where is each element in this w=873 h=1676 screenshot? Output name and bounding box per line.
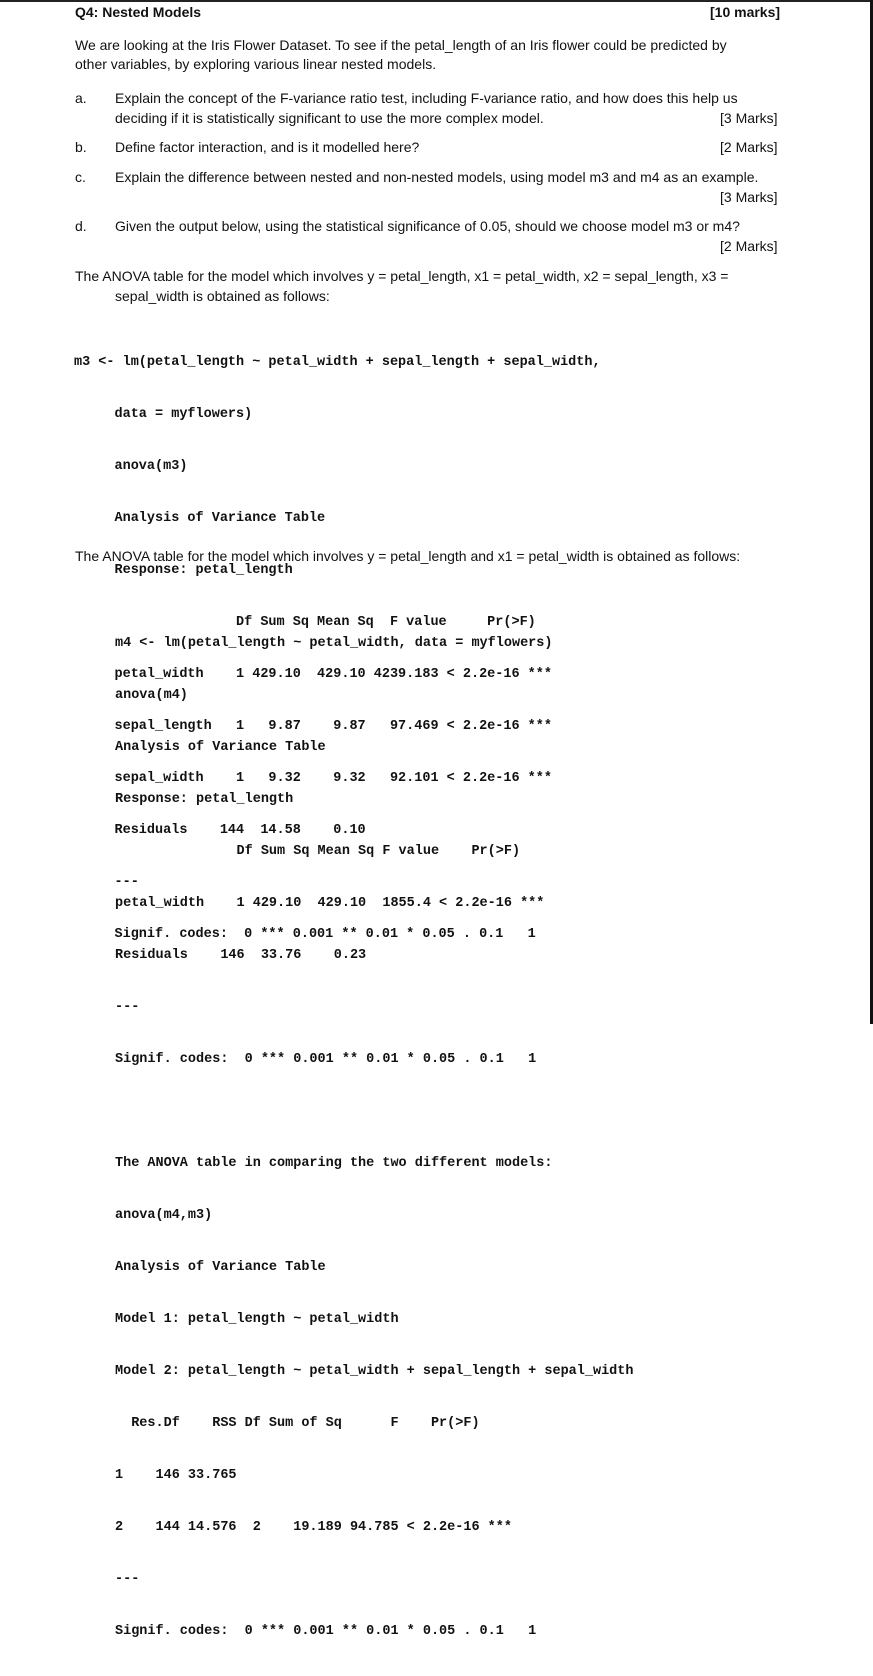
code-line: m3 <- lm(petal_length ~ petal_width + sepal_length + sepal_width, <box>74 355 601 370</box>
question-a-letter: a. <box>75 90 87 106</box>
code-line: 2 144 14.576 2 19.189 94.785 < 2.2e-16 *** <box>115 1520 512 1535</box>
anova2-code-block <box>115 600 633 1676</box>
question-title: Q4: Nested Models <box>75 4 202 20</box>
code-line: sepal_width 1 9.32 9.32 92.101 < 2.2e-16 *** <box>74 771 552 786</box>
code-line: Res.Df RSS Df Sum of Sq F Pr(>F) <box>115 1416 480 1431</box>
code-line: petal_width 1 429.10 429.10 4239.183 < 2.2e-16 *** <box>74 667 552 682</box>
question-b-letter: b. <box>75 139 87 155</box>
code-line: Signif. codes: 0 *** 0.001 ** 0.01 * 0.05 . 0.1 1 <box>74 927 536 942</box>
code-line: Analysis of Variance Table <box>74 511 326 526</box>
code-line: Df Sum Sq Mean Sq F value Pr(>F) <box>74 615 536 630</box>
page-top-border <box>0 0 873 2</box>
intro-line-1: We are looking at the Iris Flower Dataset. To see if the petal_length of an Iris flower could be predicted by <box>75 37 727 53</box>
question-d-line-1: Given the output below, using the statistical significance of 0.05, should we choose model m3 or m4? <box>115 218 740 234</box>
question-d-marks: [2 Marks] <box>720 238 778 254</box>
code-line: petal_width 1 429.10 429.10 1855.4 < 2.2e-16 *** <box>115 896 545 911</box>
code-line: Response: petal_length <box>74 563 293 578</box>
question-d-letter: d. <box>75 218 87 234</box>
anova1-intro-line-2: sepal_width is obtained as follows: <box>115 288 330 304</box>
code-line <box>115 1104 633 1120</box>
anova1-intro-line-1: The ANOVA table for the model which involves y = petal_length, x1 = petal_width, x2 = sepal_length, x3 = <box>75 268 729 284</box>
question-b-marks: [2 Marks] <box>720 139 778 155</box>
code-line: Model 1: petal_length ~ petal_width <box>115 1312 399 1327</box>
code-line: anova(m4,m3) <box>115 1208 213 1223</box>
code-line: m4 <- lm(petal_length ~ petal_width, data = myflowers) <box>115 636 553 651</box>
question-c-letter: c. <box>75 169 86 185</box>
question-c-line-1: Explain the difference between nested and non-nested models, using model m3 and m4 as an example. <box>115 169 759 185</box>
code-line: Response: petal_length <box>115 792 294 807</box>
code-line: data = myflowers) <box>74 407 253 422</box>
code-line: The ANOVA table in comparing the two different models: <box>115 1156 553 1171</box>
anova2-intro: The ANOVA table for the model which involves y = petal_length and x1 = petal_width is obtained as follows: <box>75 548 741 564</box>
code-line: sepal_length 1 9.87 9.87 97.469 < 2.2e-16 *** <box>74 719 552 734</box>
question-a-line-2: deciding if it is statistically significant to use the more complex model. <box>115 110 544 126</box>
code-line: Signif. codes: 0 *** 0.001 ** 0.01 * 0.05 . 0.1 1 <box>115 1052 537 1067</box>
intro-line-2: other variables, by exploring various linear nested models. <box>75 56 437 72</box>
question-b-line-1: Define factor interaction, and is it modelled here? <box>115 139 420 155</box>
code-line: Df Sum Sq Mean Sq F value Pr(>F) <box>115 844 521 859</box>
code-line: Residuals 144 14.58 0.10 <box>74 823 366 838</box>
question-a-marks: [3 Marks] <box>720 110 778 126</box>
code-line: Residuals 146 33.76 0.23 <box>115 948 367 963</box>
code-line: --- <box>115 1000 140 1015</box>
code-line: Model 2: petal_length ~ petal_width + sepal_length + sepal_width <box>115 1364 634 1379</box>
code-line: --- <box>115 1572 140 1587</box>
question-c-marks: [3 Marks] <box>720 189 778 205</box>
code-line: Analysis of Variance Table <box>115 1260 326 1275</box>
code-line: anova(m3) <box>74 459 188 474</box>
code-line: Analysis of Variance Table <box>115 740 326 755</box>
code-line: Signif. codes: 0 *** 0.001 ** 0.01 * 0.05 . 0.1 1 <box>115 1624 537 1639</box>
code-line: anova(m4) <box>115 688 188 703</box>
question-a-line-1: Explain the concept of the F-variance ratio test, including F-variance ratio, and how does this help us <box>115 90 738 106</box>
question-total-marks: [10 marks] <box>710 4 781 20</box>
code-line: 1 146 33.765 <box>115 1468 237 1483</box>
code-line: --- <box>74 875 139 890</box>
